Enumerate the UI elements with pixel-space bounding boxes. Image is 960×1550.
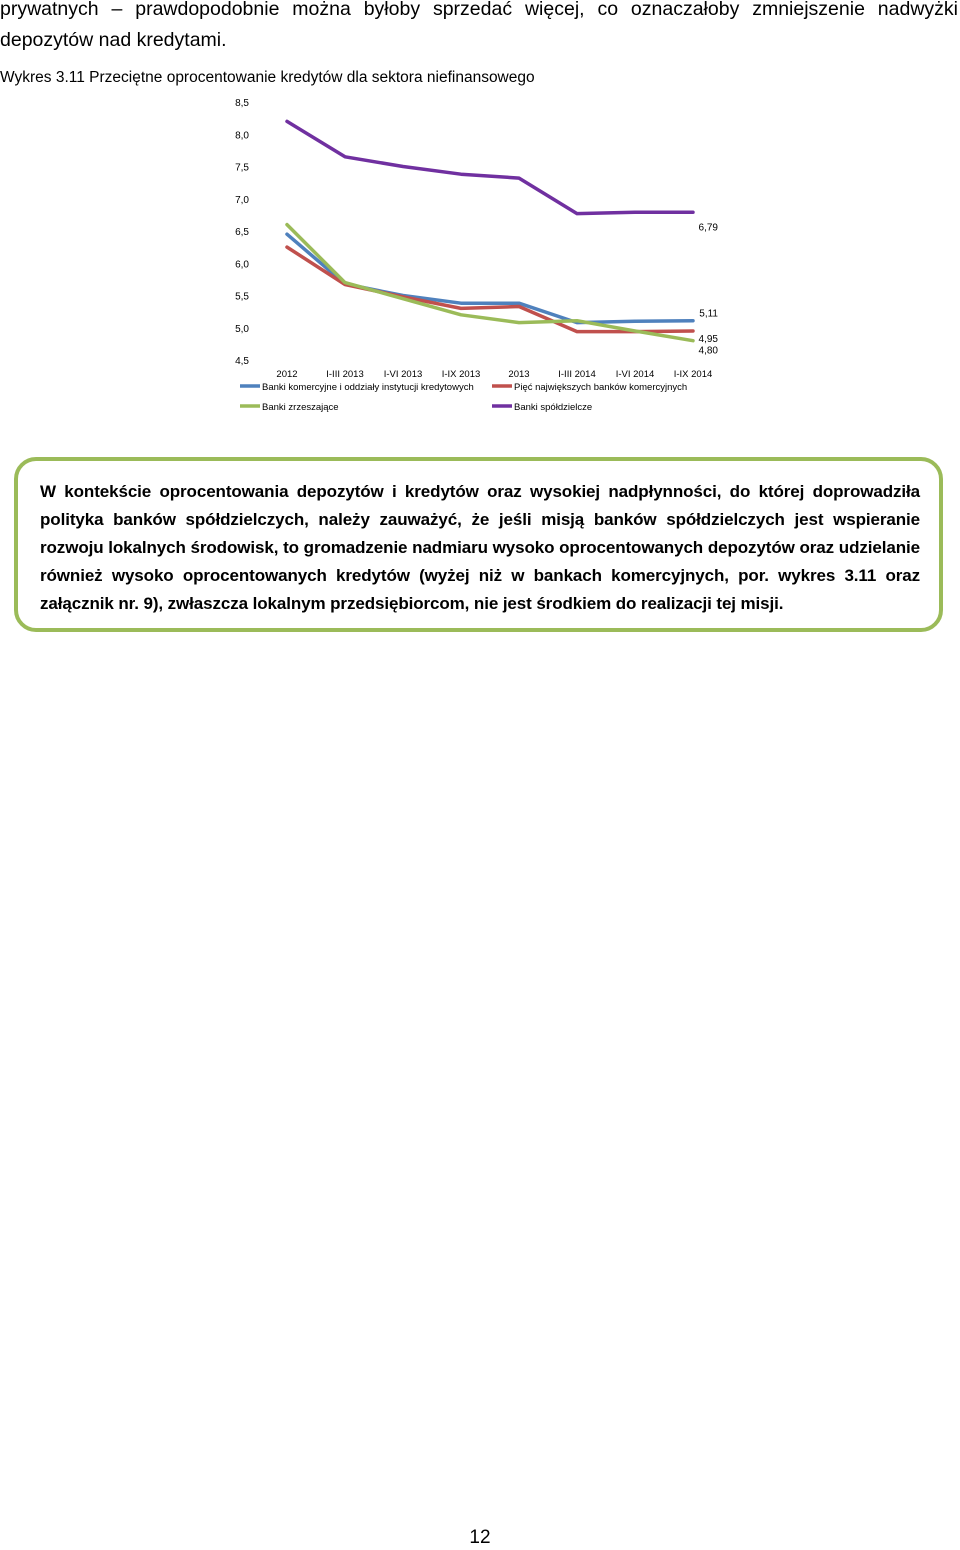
x-tick-label: 2012 bbox=[276, 369, 298, 380]
figure-caption: Wykres 3.11 Przeciętne oprocentowanie kredytów dla sektora niefinansowego bbox=[0, 69, 535, 86]
series-layer bbox=[287, 121, 693, 340]
x-tick-label: I-VI 2013 bbox=[383, 369, 423, 380]
legend-label: Banki zrzeszające bbox=[262, 402, 339, 413]
x-tick-label: I-VI 2014 bbox=[615, 369, 655, 380]
y-tick-label: 7,5 bbox=[235, 162, 249, 174]
intro-line-1: prywatnych – prawdopodobnie można byłoby sprzedać więcej, co oznaczałoby zmniejszenie nadwyżki bbox=[0, 0, 958, 20]
intro-paragraph bbox=[0, 0, 958, 56]
x-tick-label: I-III 2013 bbox=[326, 369, 364, 380]
y-tick-label: 6,0 bbox=[235, 259, 249, 271]
x-tick-label: I-III 2014 bbox=[558, 369, 596, 380]
y-tick-label: 7,0 bbox=[235, 194, 249, 206]
x-tick-label: 2013 bbox=[508, 369, 530, 380]
x-tick-label: I-IX 2014 bbox=[673, 369, 713, 380]
series-line-3 bbox=[287, 225, 693, 341]
highlight-box bbox=[14, 457, 943, 632]
y-tick-label: 8,5 bbox=[235, 98, 249, 109]
y-tick-label: 5,0 bbox=[235, 323, 249, 335]
line-chart bbox=[0, 88, 760, 428]
legend-label: Banki spółdzielcze bbox=[514, 402, 593, 413]
intro-line-2: depozytów nad kredytami. bbox=[0, 29, 227, 51]
data-label-end: 4,80 bbox=[698, 345, 718, 357]
data-label-end: 6,79 bbox=[698, 222, 718, 234]
y-tick-label: 6,5 bbox=[235, 227, 249, 238]
y-tick-label: 8,0 bbox=[235, 130, 249, 142]
x-tick-label: I-IX 2013 bbox=[441, 369, 481, 380]
end-labels bbox=[699, 222, 719, 356]
data-label-end: 5,11 bbox=[699, 308, 718, 320]
y-tick-label: 4,5 bbox=[235, 356, 249, 367]
series-line-4 bbox=[287, 121, 693, 213]
series-line-1 bbox=[287, 234, 693, 322]
legend-label: Banki komercyjne i oddziały instytucji kredytowych bbox=[262, 382, 474, 393]
legend-label: Pięć największych banków komercyjnych bbox=[514, 382, 688, 393]
highlight-text: W kontekście oprocentowania depozytów i kredytów oraz wysokiej nadpłynności, do której doprowadziła polityka banków spółdzielczych, należy zauważyć, że jeśli misją banków spółdzielczych jest wspieranie rozwoju lokalnych środowisk, to gromadzenie nadmiaru wysoko oprocentowanych depozytów oraz udzielanie również wysoko oprocentowanych kredytów (wyżej niż w bankach komercyjnych, por. wykres 3.11 oraz załącznik nr. 9), zwłaszcza lokalnym przedsiębiorcom, nie jest środkiem do realizacji tej misji. bbox=[40, 482, 920, 613]
y-axis bbox=[235, 98, 249, 367]
x-axis bbox=[276, 369, 712, 380]
data-label-end: 4,95 bbox=[698, 333, 718, 345]
page-number: 12 bbox=[469, 1527, 491, 1548]
y-tick-label: 5,5 bbox=[235, 291, 249, 303]
chart-legend bbox=[240, 382, 687, 413]
